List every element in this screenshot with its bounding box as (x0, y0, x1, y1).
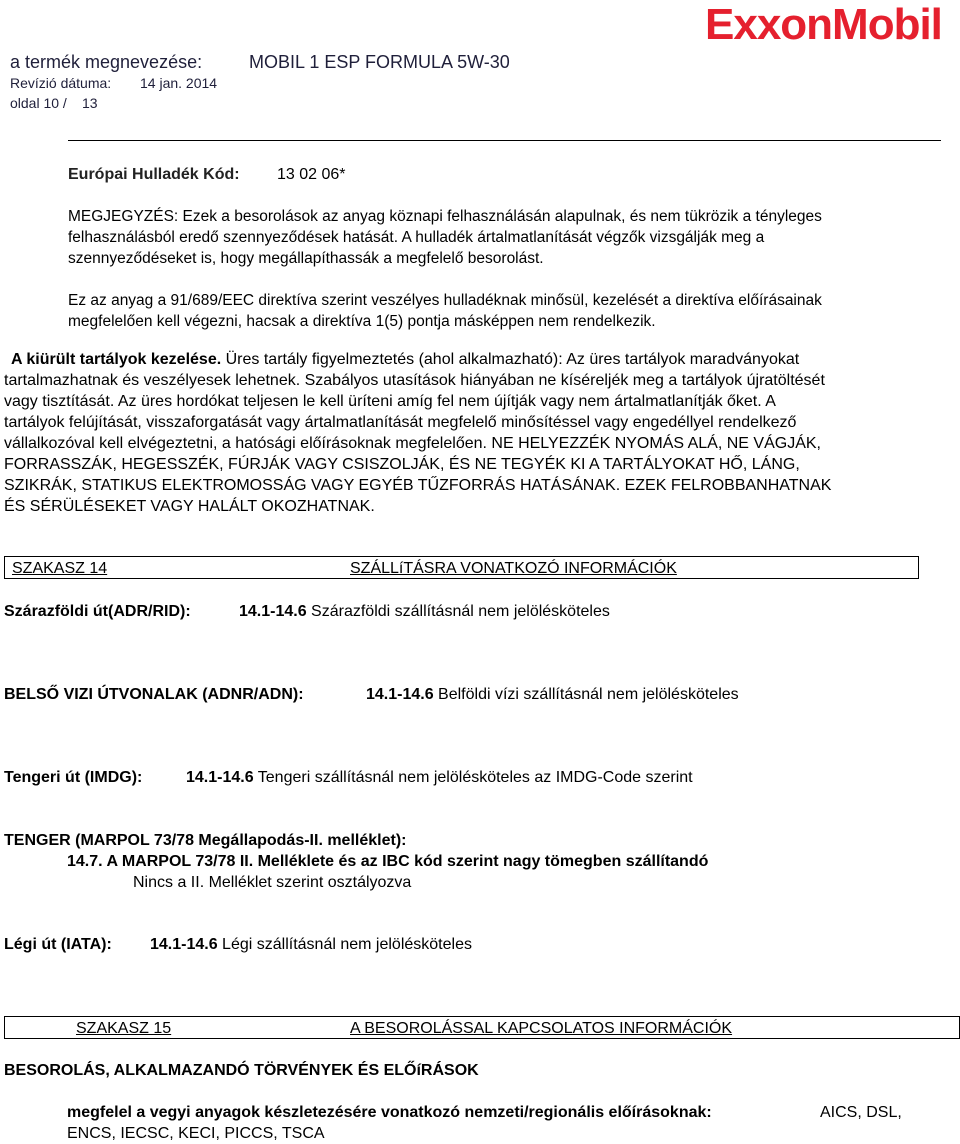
sea-transport-label: Tengeri út (IMDG): (4, 769, 143, 786)
inventory-label: megfelel a vegyi anyagok készletezésére vonatkozó nemzeti/regionális előírásoknak: (67, 1104, 712, 1121)
marpol-line: 14.7. A MARPOL 73/78 II. Melléklete és az IBC kód szerint nagy tömegben szállítandó (67, 853, 709, 870)
empty-containers-title: A kiürült tartályok kezelése. (11, 351, 222, 368)
empty-containers-line2: tartalmazhatnak és veszélyesek lehetnek. Szabályos utasítások hiányában ne kíséreljék meg a tartályok újratöltését (4, 372, 825, 389)
land-transport-value: 14.1-14.6 Szárazföldi szállításnál nem jelölésköteles (239, 603, 610, 620)
air-transport-label: Légi út (IATA): (4, 936, 112, 953)
marpol-label: TENGER (MARPOL 73/78 Megállapodás-II. melléklet): (4, 832, 407, 849)
waste-note-line1: MEGJEGYZÉS: Ezek a besorolások az anyag köznapi felhasználásán alapulnak, és nem tükrözik a tényleges (68, 208, 822, 225)
regulations-heading: BESOROLÁS, ALKALMAZANDÓ TÖRVÉNYEK ÉS ELŐíRÁSOK (4, 1062, 479, 1079)
empty-containers-line5: vállalkozóval kell elvégeztetni, a hatósági előírásoknak megfelelően. NE HELYEZZÉK NYOMÁS ALÁ, NE VÁGJÁK, (4, 435, 821, 452)
section15-title: A BESOROLÁSSAL KAPCSOLATOS INFORMÁCIÓK (350, 1020, 733, 1037)
directive-line2: megfelelően kell végezni, hacsak a direktíva 1(5) pontja másképpen nem rendelkezik. (68, 313, 656, 330)
waste-code-label: Európai Hulladék Kód: (68, 166, 240, 183)
sea-transport-value: 14.1-14.6 Tengeri szállításnál nem jelölésköteles az IMDG-Code szerint (186, 769, 693, 786)
empty-containers-line1-text: Üres tartály figyelmeztetés (ahol alkalmazható): Az üres tartályok maradványokat (221, 351, 800, 368)
marpol-value: Nincs a II. Melléklet szerint osztályozva (133, 874, 412, 891)
empty-containers-line7: SZIKRÁK, STATIKUS ELEKTROMOSSÁG VAGY EGYÉB TŰZFORRÁS HATÁSÁNAK. EZEK FELROBBANHATNAK (4, 477, 832, 494)
product-label: a termék megnevezése: (10, 52, 203, 72)
directive-line1: Ez az anyag a 91/689/EEC direktíva szerint veszélyes hulladéknak minősül, kezelését a direktíva előírásainak (68, 292, 822, 309)
empty-containers-line6: FORRASSZÁK, HEGESSZÉK, FÚRJÁK VAGY CSISZOLJÁK, ÉS NE TEGYÉK KI A TARTÁLYOKAT HŐ, LÁNG, (4, 456, 800, 473)
revision-date: 14 jan. 2014 (140, 75, 218, 91)
waste-note-line2: felhasználásból eredő szennyeződések hatását. A hulladék ártalmatlanítását végzők vizsgálják meg a (68, 229, 765, 246)
section15-number: SZAKASZ 15 (76, 1020, 172, 1037)
empty-containers-line4: tartályok felújítását, visszaforgatását vagy ártalmatlanítását megfelelő minősítéssel vagy engedéllyel rendelkező (4, 414, 797, 431)
inventory-value-1: AICS, DSL, (820, 1104, 902, 1121)
air-transport-value: 14.1-14.6 Légi szállításnál nem jelölésköteles (150, 936, 472, 953)
waste-note-line3: szennyeződéseket is, hogy megállapíthassák a megfelelő besorolást. (68, 250, 544, 267)
header-divider (68, 140, 941, 141)
inland-waterways-label: BELSŐ VIZI ÚTVONALAK (ADNR/ADN): (4, 686, 304, 703)
section14-title: SZÁLLíTÁSRA VONATKOZÓ INFORMÁCIÓK (350, 560, 677, 577)
product-name: MOBIL 1 ESP FORMULA 5W-30 (249, 52, 510, 72)
revision-label: Revízió dátuma: (10, 75, 112, 91)
page-label: oldal 10 / (10, 95, 67, 111)
page-total: 13 (82, 95, 98, 111)
waste-code-value: 13 02 06* (277, 166, 346, 183)
inland-waterways-value: 14.1-14.6 Belföldi vízi szállításnál nem jelölésköteles (366, 686, 739, 703)
empty-containers-line8: ÉS SÉRÜLÉSEKET VAGY HALÁLT OKOZHATNAK. (4, 498, 375, 515)
empty-containers-line1 (4, 349, 799, 370)
land-transport-label: Szárazföldi út(ADR/RID): (4, 603, 191, 620)
exxonmobil-logo: ExxonMobil (705, 0, 942, 49)
inventory-value-2: ENCS, IECSC, KECI, PICCS, TSCA (67, 1125, 325, 1142)
section14-number: SZAKASZ 14 (12, 560, 108, 577)
empty-containers-line3: vagy tisztítását. Az üres hordókat teljesen le kell üríteni amíg fel nem újítják vagy nem ártalmatlanítják őket. A (4, 393, 776, 410)
